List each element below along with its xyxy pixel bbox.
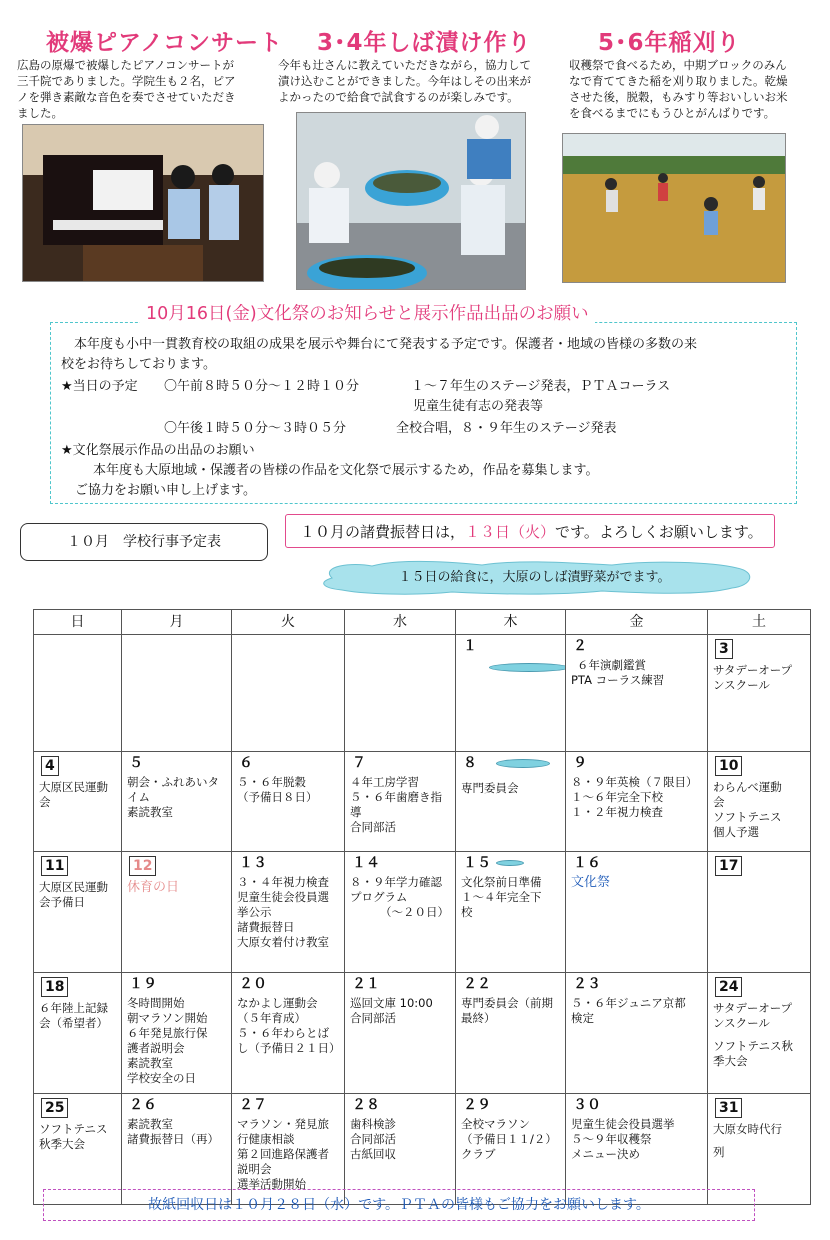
- event: ソフトテニス: [39, 1122, 108, 1136]
- event: 諸費振替日: [237, 920, 295, 934]
- event: 列: [713, 1145, 725, 1159]
- event: 校: [461, 905, 473, 919]
- notice-title: 10月16日(金)文化祭のお知らせと展示作品出品のお願い: [140, 300, 595, 325]
- event: 全校マラソン: [461, 1117, 530, 1131]
- event: 古紙回収: [350, 1147, 396, 1161]
- day-cell-20: [232, 973, 345, 1094]
- event: １～４年完全下: [461, 890, 542, 904]
- day-cell-28: [345, 1094, 456, 1205]
- day-number: 24: [715, 977, 742, 997]
- day-number: ２: [573, 638, 587, 654]
- event: 秋季大会: [39, 1137, 85, 1151]
- event: （予備日８日）: [237, 790, 318, 804]
- day-cell-7: [345, 752, 456, 852]
- event: 素読教室: [127, 1117, 173, 1131]
- day-number: １３: [239, 855, 267, 871]
- event: ６年発見旅行保: [127, 1026, 208, 1040]
- event: 導: [350, 805, 362, 819]
- event: プログラム: [350, 890, 408, 904]
- day-cell-31: [708, 1094, 811, 1205]
- event: （５年育成）: [237, 1011, 306, 1025]
- notice-am-time: 〇午前８時５０分～１２時１０分: [164, 379, 360, 394]
- day-number: ６: [239, 755, 253, 771]
- day-cell-27: [232, 1094, 345, 1205]
- event: 挙公示: [237, 905, 272, 919]
- day-cell-29: [456, 1094, 566, 1205]
- event: 大原女時代行: [713, 1122, 782, 1136]
- day-cell-11: [34, 852, 122, 973]
- event: ソフトテニス秋: [713, 1039, 794, 1053]
- day-number: ２１: [352, 976, 380, 992]
- event: ３・４年視力検査: [237, 875, 329, 889]
- day-number: １９: [129, 976, 157, 992]
- day-number: １６: [573, 855, 601, 871]
- lunch-marker-icon: [489, 663, 566, 672]
- day-cell-empty: [122, 635, 232, 752]
- event: 素読教室: [127, 1056, 173, 1070]
- day-cell-10: [708, 752, 811, 852]
- culture-festival-notice: [50, 322, 797, 504]
- day-cell-12: [122, 852, 232, 973]
- event: ンスクール: [713, 678, 770, 692]
- event: 合同部活: [350, 1011, 396, 1025]
- event: 素読教室: [127, 805, 173, 819]
- event: ８・９年学力確認: [350, 875, 442, 889]
- event: 検定: [571, 1011, 594, 1025]
- event: 大原女着付け教室: [237, 935, 329, 949]
- event: なかよし運動会: [237, 996, 318, 1010]
- day-number: 3: [715, 639, 733, 659]
- event-spacer: [713, 1031, 805, 1039]
- day-number: ７: [352, 755, 366, 771]
- day-number: １: [463, 638, 477, 654]
- event: １・２年視力検査: [571, 805, 663, 819]
- event: ５・６年わらとば: [237, 1026, 329, 1040]
- event: 第２回進路保護者: [237, 1147, 329, 1161]
- payment-post: です。よろしくお願いします。: [555, 523, 763, 541]
- day-cell-9: [566, 752, 708, 852]
- day-cell-6: [232, 752, 345, 852]
- section-text-inekari: 収穫祭で食べるため，中期ブロックのみん なで育ててきた稲を刈り取りました。乾燥 させた後，脱穀，もみすり等おいしいお米 を食べるまでにもうひとがんばりです。: [569, 58, 788, 120]
- day-cell-22: [456, 973, 566, 1094]
- event: サタデーオープ: [713, 663, 793, 677]
- day-cell-empty: [34, 635, 122, 752]
- day-cell-5: [122, 752, 232, 852]
- event: 会予備日: [39, 895, 85, 909]
- day-number: ５: [129, 755, 143, 771]
- day-cell-2: [566, 635, 708, 752]
- day-number: ２６: [129, 1097, 157, 1113]
- day-cell-15: [456, 852, 566, 973]
- day-cell-23: [566, 973, 708, 1094]
- event: 文化祭前日準備: [461, 875, 542, 889]
- section-text-piano: 広島の原爆で被爆したピアノコンサートが 三千院でありました。学院生も２名，ピア ノを弾き素敵な音色を奏でさせていただき ました。: [17, 58, 236, 120]
- event: 会: [713, 795, 725, 809]
- event: （予備日１１/２）: [461, 1132, 557, 1146]
- lunch-note: １５日の給食に，大原のしば漬野菜がでます。: [398, 570, 671, 585]
- event: メニュー決め: [571, 1147, 640, 1161]
- day-number: ３０: [573, 1097, 601, 1113]
- notice-exhibit-label: ★文化祭展示作品の出品のお願い: [61, 443, 255, 458]
- event: 合同部活: [350, 820, 396, 834]
- weekday-tue: 火: [232, 610, 345, 635]
- event: ６年演劇鑑賞: [577, 658, 646, 672]
- notice-exhibit-line1: 本年度も大原地域・保護者の皆様の作品を文化祭で展示するため，作品を募集します。: [93, 463, 599, 478]
- schedule-title: １０月 学校行事予定表: [20, 523, 268, 561]
- day-number: ２７: [239, 1097, 267, 1113]
- event: 行健康相談: [237, 1132, 295, 1146]
- day-number: ２３: [573, 976, 601, 992]
- weekday-mon: 月: [122, 610, 232, 635]
- day-cell-17: [708, 852, 811, 973]
- event: PTA コーラス練習: [571, 673, 665, 687]
- payment-pre: １０月の諸費振替日は，: [300, 523, 466, 541]
- event: 会: [39, 795, 51, 809]
- event: 選挙活動開始: [237, 1177, 306, 1191]
- day-number: ２８: [352, 1097, 380, 1113]
- event: ソフトテニス: [713, 810, 782, 824]
- day-number: ９: [573, 755, 587, 771]
- weekday-sun: 日: [34, 610, 122, 635]
- day-number: 17: [715, 856, 742, 876]
- event: 児童生徒会役員選: [237, 890, 329, 904]
- event: マラソン・発見旅: [237, 1117, 329, 1131]
- event: 歯科検診: [350, 1117, 396, 1131]
- notice-plan-label: ★当日の予定: [61, 379, 138, 394]
- day-number: ８: [463, 755, 477, 771]
- day-number: 31: [715, 1098, 742, 1118]
- notice-am-event2: 児童生徒有志の発表等: [413, 399, 544, 414]
- notice-am-event: １～７年生のステージ発表，ＰＴＡコーラス: [411, 379, 671, 394]
- payment-date: １３日（火）: [465, 523, 556, 541]
- notice-pm-time: 〇午後１時５０分～３時０５分: [164, 421, 347, 436]
- october-calendar: [33, 609, 811, 1205]
- notice-intro-line2: 校をお待ちしております。: [61, 357, 216, 372]
- event: ５・６年脱穀: [237, 775, 306, 789]
- event: 諸費振替日（再）: [127, 1132, 219, 1146]
- day-number: ２９: [463, 1097, 491, 1113]
- day-cell-16: [566, 852, 708, 973]
- lunch-marker-icon: [496, 759, 550, 768]
- day-cell-18: [34, 973, 122, 1094]
- event: 朝会・ふれあいタ: [127, 775, 219, 789]
- event: サタデーオープ: [713, 1001, 793, 1015]
- day-number: １５: [463, 855, 491, 871]
- day-number: 10: [715, 756, 742, 776]
- event: ５～９年収穫祭: [571, 1132, 652, 1146]
- day-number: 18: [41, 977, 68, 997]
- day-number: ２２: [463, 976, 491, 992]
- rice-harvest-photo: [562, 133, 786, 283]
- event: 朝マラソン開始: [127, 1011, 208, 1025]
- event: 大原区民運動: [39, 880, 108, 894]
- weekday-sat: 土: [708, 610, 811, 635]
- event: 学校安全の日: [127, 1071, 196, 1085]
- event: ンスクール: [713, 1016, 770, 1030]
- day-cell-24: [708, 973, 811, 1094]
- event: し（予備日２１日）: [237, 1041, 341, 1055]
- event: 巡回文庫 10:00: [350, 996, 433, 1010]
- event: 児童生徒会役員選挙: [571, 1117, 675, 1131]
- event: ４年工房学習: [350, 775, 419, 789]
- paper-collection-notice: 故紙回収日は１０月２８日（水）です。ＰＴＡの皆様もご協力をお願いします。: [43, 1189, 755, 1221]
- event: 護者説明会: [127, 1041, 185, 1055]
- day-cell-empty: [232, 635, 345, 752]
- event: 説明会: [237, 1162, 272, 1176]
- event: イム: [127, 790, 150, 804]
- event: ５・６年ジュニア京都: [571, 996, 686, 1010]
- day-number: 12: [129, 856, 156, 876]
- day-cell-4: [34, 752, 122, 852]
- day-cell-26: [122, 1094, 232, 1205]
- notice-exhibit-line2: ご協力をお願い申し上げます。: [75, 483, 256, 498]
- day-cell-25: [34, 1094, 122, 1205]
- day-number: ２０: [239, 976, 267, 992]
- section-text-shibazuke: 今年も辻さんに教えていただきながら，協力して 漬け込むことができました。今年はしその出来が よかったので給食で試食するのが楽しみです。: [278, 58, 531, 104]
- day-number: 25: [41, 1098, 68, 1118]
- culture-festival-label: 文化祭: [571, 875, 611, 890]
- payment-notice: [285, 514, 775, 548]
- event: わらんべ運動: [713, 780, 782, 794]
- event: ６年陸上記録: [39, 1001, 108, 1015]
- event: ５・６年歯磨き指: [350, 790, 442, 804]
- section-title-inekari: 5･6年稲刈り: [598, 30, 741, 56]
- day-number: 11: [41, 856, 68, 876]
- day-cell-14: [345, 852, 456, 973]
- event: 専門委員会（前期: [461, 996, 553, 1010]
- piano-concert-photo: [22, 124, 264, 282]
- event: １～６年完全下校: [571, 790, 663, 804]
- weekday-fri: 金: [566, 610, 708, 635]
- event: ８・９年英検（７限目）: [571, 775, 698, 789]
- lunch-note-cloud: [312, 560, 757, 596]
- weekday-thu: 木: [456, 610, 566, 635]
- event: 専門委員会: [461, 781, 519, 795]
- day-cell-8: [456, 752, 566, 852]
- event-spacer: [713, 1137, 805, 1145]
- notice-pm-event: 全校合唱，８・９年生のステージ発表: [396, 421, 617, 436]
- day-cell-13: [232, 852, 345, 973]
- section-title-piano: 被爆ピアノコンサート: [46, 30, 284, 56]
- day-number: 4: [41, 756, 59, 776]
- event: 会（希望者）: [39, 1016, 108, 1030]
- event: 大原区民運動: [39, 780, 108, 794]
- day-cell-21: [345, 973, 456, 1094]
- notice-intro-line1: 本年度も小中一貫教育校の取組の成果を展示や舞台にて発表する予定です。保護者・地域の皆様の多数の来: [74, 337, 697, 352]
- lunch-marker-icon: [496, 860, 524, 866]
- shibazuke-photo: [296, 112, 526, 290]
- day-cell-1: [456, 635, 566, 752]
- holiday-label: 休育の日: [127, 880, 180, 895]
- event: クラブ: [461, 1147, 496, 1161]
- day-cell-30: [566, 1094, 708, 1205]
- day-cell-19: [122, 973, 232, 1094]
- event: （～２０日）: [380, 905, 449, 919]
- event: 最終）: [461, 1011, 496, 1025]
- day-cell-empty: [345, 635, 456, 752]
- event: 個人予選: [713, 825, 759, 839]
- day-number: １４: [352, 855, 380, 871]
- section-title-shibazuke: 3･4年しば漬け作り: [317, 30, 532, 56]
- day-cell-3: [708, 635, 811, 752]
- event: 冬時間開始: [127, 996, 185, 1010]
- event: 季大会: [713, 1054, 748, 1068]
- weekday-wed: 水: [345, 610, 456, 635]
- event: 合同部活: [350, 1132, 396, 1146]
